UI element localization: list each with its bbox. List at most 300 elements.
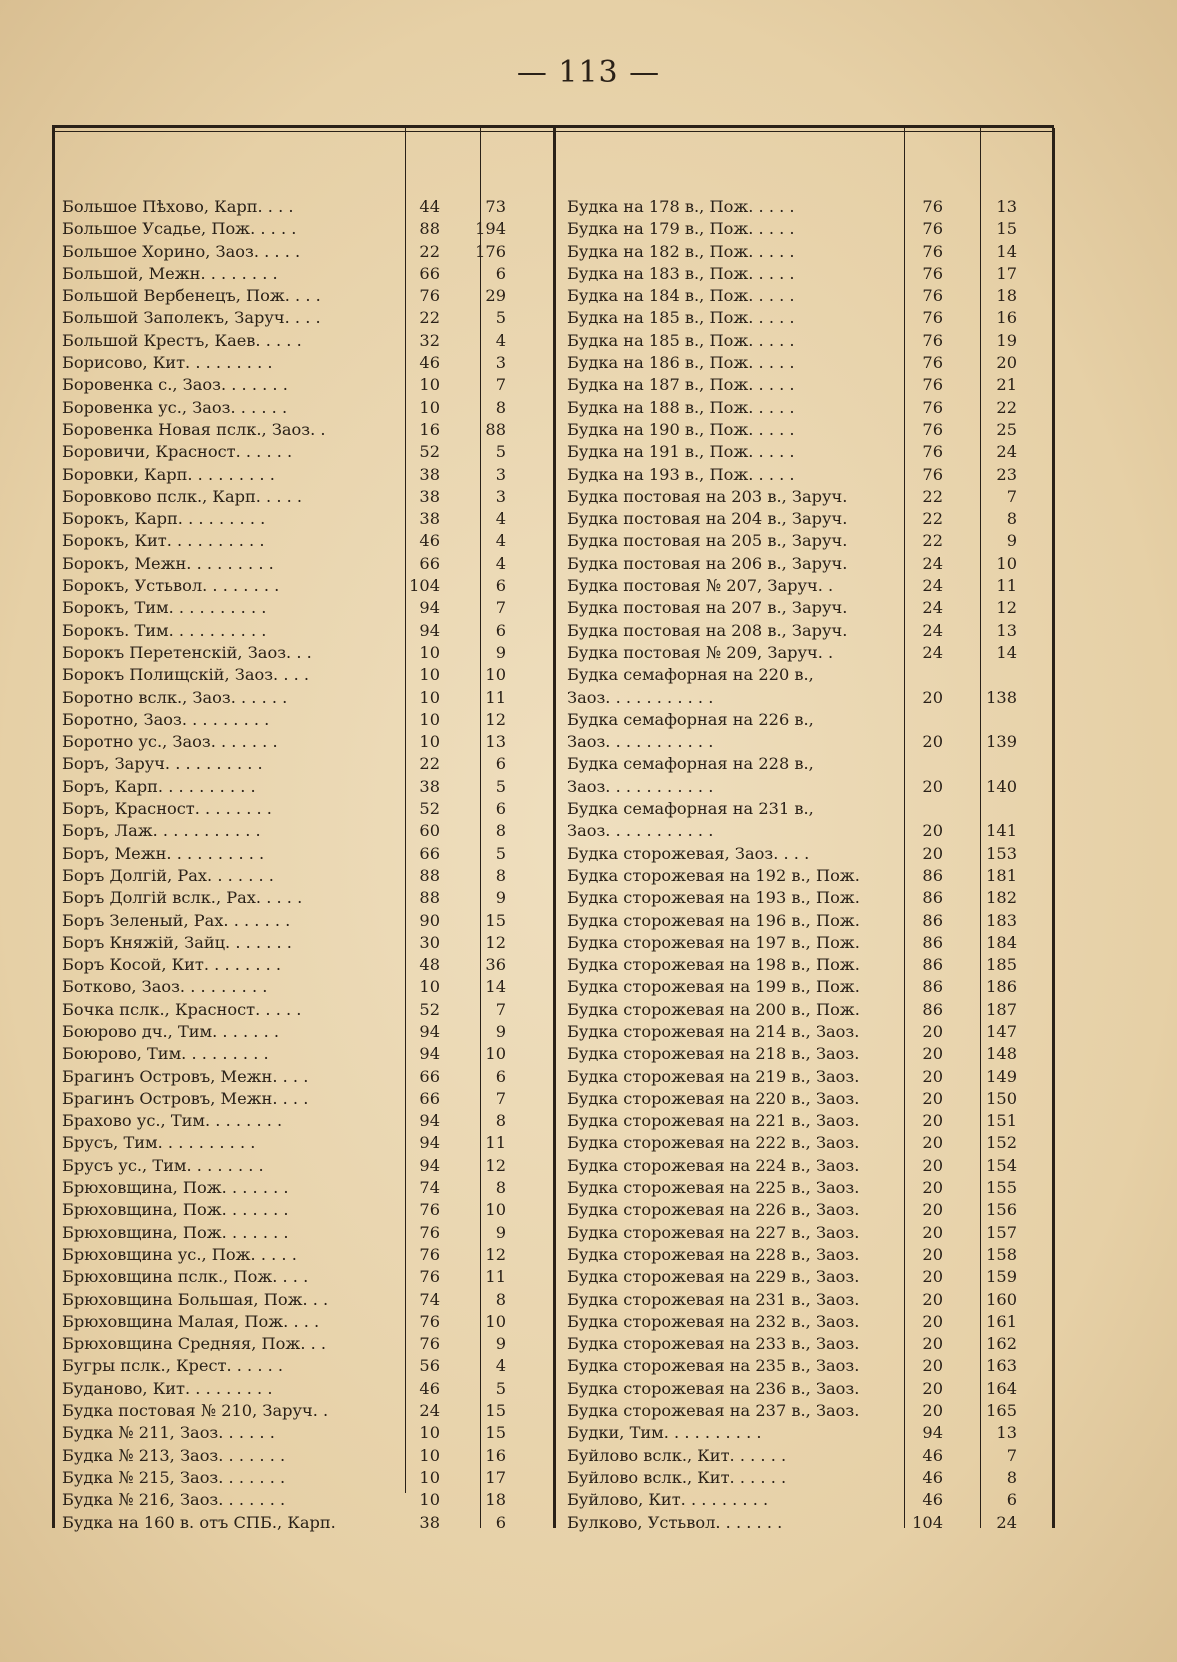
entry-name: Будка на 190 в., Пож. . . . . (567, 419, 795, 439)
entry-number-b: 13 (996, 1423, 1017, 1443)
entry-name: Будка сторожевая на 236 в., Заоз. (567, 1378, 860, 1398)
entry-number-b: 153 (986, 843, 1017, 863)
entry-number-a: 22 (922, 486, 943, 506)
entry-number-b: 150 (986, 1088, 1017, 1108)
entry-name: Будка на 182 в., Пож. . . . . (567, 241, 795, 261)
entry-number-a: 10 (419, 977, 440, 997)
entry-number-a: 20 (922, 1111, 943, 1131)
entry-name: Брюховщина, Пож. . . . . . . (62, 1222, 289, 1242)
entry-name: Большое Усадье, Пож. . . . . (62, 219, 297, 239)
entry-number-b: 6 (495, 620, 506, 640)
entry-number-a: 76 (922, 353, 943, 373)
entry-number-a: 76 (922, 219, 943, 239)
index-entry (58, 709, 506, 731)
entry-name: Будка на 186 в., Пож. . . . . (567, 353, 795, 373)
entry-name: Будка на 183 в., Пож. . . . . (567, 263, 795, 283)
entry-number-a: 52 (419, 799, 440, 819)
index-entry (563, 798, 1017, 820)
entry-name: Брюховщина, Пож. . . . . . . (62, 1200, 289, 1220)
index-entry (58, 820, 506, 842)
entry-number-a: 20 (922, 1155, 943, 1175)
index-entry (563, 976, 1017, 998)
entry-name: Будка сторожевая на 229 в., Заоз. (567, 1267, 860, 1287)
entry-number-a: 20 (922, 1222, 943, 1242)
index-entry (58, 1355, 506, 1377)
entry-number-b: 4 (495, 509, 506, 529)
entry-number-a: 56 (419, 1356, 440, 1376)
index-entry (58, 1445, 506, 1467)
left-border (52, 128, 55, 1528)
entry-number-b: 12 (485, 1244, 506, 1264)
index-entry (563, 263, 1017, 285)
entry-number-b (943, 664, 1017, 686)
entry-number-b: 8 (1006, 509, 1017, 529)
entry-name: Брюховщина пслк., Пож. . . . (62, 1267, 309, 1287)
entry-number-a: 66 (419, 263, 440, 283)
index-entry (58, 1378, 506, 1400)
index-entry (563, 1378, 1017, 1400)
index-entry (563, 1422, 1017, 1444)
entry-name: Брагинъ Островъ, Межн. . . . (62, 1088, 309, 1108)
entry-name: Будка постовая на 204 в., Заруч. (567, 509, 848, 529)
entry-number-a: 10 (419, 732, 440, 752)
entry-number-b: 4 (495, 553, 506, 573)
index-entry (563, 330, 1017, 352)
entry-number-a: 90 (419, 910, 440, 930)
entry-name: Боюрово, Тим. . . . . . . . . (62, 1044, 269, 1064)
entry-number-b: 158 (986, 1244, 1017, 1264)
entry-name: Боръ, Заруч. . . . . . . . . . (62, 754, 263, 774)
index-entry (563, 1333, 1017, 1355)
index-entry (58, 1266, 506, 1288)
entry-number-b: 13 (996, 620, 1017, 640)
entry-number-a: 20 (922, 1356, 943, 1376)
entry-name: Большое Хорино, Заоз. . . . . (62, 241, 301, 261)
entry-name: Будка постовая на 205 в., Заруч. (567, 531, 848, 551)
entry-number-b: 14 (996, 642, 1017, 662)
index-entry (563, 486, 1017, 508)
index-entry (58, 1110, 506, 1132)
index-entry (563, 1311, 1017, 1333)
entry-number-a: 24 (419, 1401, 440, 1421)
entry-number-b: 159 (986, 1267, 1017, 1287)
entry-number-a: 38 (419, 509, 440, 529)
entry-number-b: 19 (996, 330, 1017, 350)
entry-name: Будка на 178 в., Пож. . . . . (567, 197, 795, 216)
entry-number-a: 10 (419, 687, 440, 707)
entry-number-a: 10 (419, 1423, 440, 1443)
entry-number-a: 94 (419, 1155, 440, 1175)
entry-number-a: 86 (922, 999, 943, 1019)
entry-number-a: 104 (409, 576, 440, 596)
index-entry (58, 731, 506, 753)
entry-number-b: 160 (986, 1289, 1017, 1309)
entry-number-a: 20 (922, 1200, 943, 1220)
entry-number-b: 14 (996, 241, 1017, 261)
entry-name: Будка сторожевая на 218 в., Заоз. (567, 1044, 860, 1064)
entry-name: Будка сторожевая на 214 в., Заоз. (567, 1021, 860, 1041)
entry-name: Заоз. . . . . . . . . . . (567, 776, 714, 796)
entry-number-a: 76 (922, 375, 943, 395)
index-entry (58, 352, 506, 374)
entry-number-a: 20 (922, 1133, 943, 1153)
center-border (553, 128, 556, 1528)
entry-number-a: 76 (419, 286, 440, 306)
entry-number-a: 76 (922, 241, 943, 261)
entry-name: Боюрово дч., Тим. . . . . . . (62, 1021, 280, 1041)
index-entry (563, 776, 1017, 798)
entry-number-b: 8 (495, 1289, 506, 1309)
entry-number-b: 7 (1006, 486, 1017, 506)
entry-number-b: 139 (986, 732, 1017, 752)
entry-number-a (887, 709, 943, 731)
entry-number-a: 24 (922, 576, 943, 596)
index-entry (563, 218, 1017, 240)
index-entry (58, 910, 506, 932)
entry-number-b: 5 (495, 776, 506, 796)
entry-number-a: 20 (922, 1289, 943, 1309)
entry-number-a: 20 (922, 1021, 943, 1041)
index-entry (563, 352, 1017, 374)
entry-number-b: 161 (986, 1311, 1017, 1331)
entry-number-a: 76 (419, 1222, 440, 1242)
entry-number-a: 32 (419, 330, 440, 350)
index-entry (58, 1066, 506, 1088)
index-entry (563, 1222, 1017, 1244)
entry-number-a: 48 (419, 955, 440, 975)
index-entry (563, 1110, 1017, 1132)
index-entry (563, 1066, 1017, 1088)
entry-name: Боровенка с., Заоз. . . . . . . (62, 375, 288, 395)
entry-name: Будка сторожевая на 237 в., Заоз. (567, 1401, 860, 1421)
entry-name: Борокъ, Кит. . . . . . . . . . (62, 531, 265, 551)
index-entry (58, 575, 506, 597)
entry-number-a: 20 (922, 1178, 943, 1198)
entry-number-a: 38 (419, 464, 440, 484)
entry-number-a: 20 (922, 732, 943, 752)
entry-name: Боровки, Карп. . . . . . . . . (62, 464, 275, 484)
entry-number-b: 6 (495, 799, 506, 819)
index-entry (58, 753, 506, 775)
entry-number-b: 10 (485, 665, 506, 685)
entry-name: Будка семафорная на 226 в., (567, 709, 814, 729)
entry-number-a: 76 (922, 197, 943, 216)
entry-number-a: 66 (419, 553, 440, 573)
entry-name: Будка на 188 в., Пож. . . . . (567, 397, 795, 417)
entry-name: Брюховщина Малая, Пож. . . . (62, 1311, 320, 1331)
entry-number-b: 3 (495, 486, 506, 506)
entry-name: Борокъ, Межн. . . . . . . . . (62, 553, 274, 573)
entry-number-a: 46 (922, 1467, 943, 1487)
entry-name: Будка сторожевая на 193 в., Пож. (567, 888, 860, 908)
entry-name: Ботково, Заоз. . . . . . . . . (62, 977, 268, 997)
entry-number-b: 17 (996, 263, 1017, 283)
entry-number-b: 8 (1006, 1467, 1017, 1487)
index-entry (58, 1155, 506, 1177)
index-entry (58, 397, 506, 419)
entry-number-a: 94 (419, 1111, 440, 1131)
entry-number-b: 15 (485, 1423, 506, 1443)
entry-name: Будка постовая на 203 в., Заруч. (567, 486, 848, 506)
entry-name: Будка сторожевая на 232 в., Заоз. (567, 1311, 860, 1331)
entry-number-b: 6 (495, 576, 506, 596)
entry-name: Будка постовая на 206 в., Заруч. (567, 553, 848, 573)
entry-number-a: 66 (419, 843, 440, 863)
entry-number-b: 10 (485, 1044, 506, 1064)
entry-number-b: 24 (996, 442, 1017, 462)
entry-name: Борокъ, Тим. . . . . . . . . . (62, 598, 267, 618)
index-entry (58, 999, 506, 1021)
index-entry (58, 1088, 506, 1110)
entry-number-b: 4 (495, 531, 506, 551)
entry-number-b: 183 (986, 910, 1017, 930)
index-entry (58, 597, 506, 619)
index-entry (58, 330, 506, 352)
entry-number-a: 74 (419, 1178, 440, 1198)
entry-name: Брагинъ Островъ, Межн. . . . (62, 1066, 309, 1086)
entry-number-b: 3 (495, 464, 506, 484)
entry-number-a: 10 (419, 375, 440, 395)
entry-number-b: 7 (1006, 1445, 1017, 1465)
entry-number-a: 46 (419, 531, 440, 551)
entry-number-a: 76 (922, 286, 943, 306)
entry-name: Будка на 191 в., Пож. . . . . (567, 442, 795, 462)
entry-name: Будка сторожевая на 221 в., Заоз. (567, 1111, 860, 1131)
entry-number-b: 187 (986, 999, 1017, 1019)
index-entry (563, 1445, 1017, 1467)
entry-number-b: 12 (485, 709, 506, 729)
entry-name: Заоз. . . . . . . . . . . (567, 821, 714, 841)
index-entry (563, 642, 1017, 664)
entry-number-b: 9 (1006, 531, 1017, 551)
page-number: — 113 — (516, 55, 661, 90)
index-entry (563, 731, 1017, 753)
entry-number-b: 15 (485, 910, 506, 930)
index-entry (58, 798, 506, 820)
entry-number-a: 88 (419, 219, 440, 239)
index-entry (563, 820, 1017, 842)
entry-number-b: 154 (986, 1155, 1017, 1175)
entry-number-b: 15 (485, 1401, 506, 1421)
index-entry (563, 374, 1017, 396)
index-entry (563, 241, 1017, 263)
index-entry (58, 241, 506, 263)
index-entry (58, 1177, 506, 1199)
index-entry (563, 1289, 1017, 1311)
entry-number-a: 20 (922, 821, 943, 841)
entry-name: Будка сторожевая на 225 в., Заоз. (567, 1178, 860, 1198)
entry-name: Большой Заполекъ, Заруч. . . . (62, 308, 321, 328)
entry-number-a: 104 (912, 1512, 943, 1532)
entry-name: Брюховщина Средняя, Пож. . . (62, 1334, 327, 1354)
entry-name: Будка сторожевая на 220 в., Заоз. (567, 1088, 860, 1108)
entry-number-b: 7 (495, 1088, 506, 1108)
entry-number-a: 20 (922, 1044, 943, 1064)
entry-name: Борокъ Перетенскій, Заоз. . . (62, 642, 312, 662)
entry-name: Бугры пслк., Крест. . . . . . (62, 1356, 284, 1376)
entry-name: Будка сторожевая на 219 в., Заоз. (567, 1066, 860, 1086)
entry-number-a (887, 664, 943, 686)
entry-number-b: 13 (996, 197, 1017, 216)
entry-name: Боръ, Красност. . . . . . . . (62, 799, 272, 819)
entry-name: Борокъ, Карп. . . . . . . . . (62, 509, 266, 529)
index-entry (58, 508, 506, 530)
index-entry (58, 1311, 506, 1333)
entry-number-a (887, 753, 943, 775)
entry-number-b: 12 (485, 1155, 506, 1175)
entry-name: Будка № 211, Заоз. . . . . . (62, 1423, 275, 1443)
index-entry (58, 1289, 506, 1311)
entry-number-a: 94 (419, 1133, 440, 1153)
entry-number-a: 10 (419, 397, 440, 417)
entry-number-a: 44 (419, 197, 440, 216)
entry-name: Боръ, Лаж. . . . . . . . . . . (62, 821, 261, 841)
entry-number-a: 20 (922, 1311, 943, 1331)
entry-number-b: 165 (986, 1401, 1017, 1421)
index-entry (58, 553, 506, 575)
entry-number-a: 88 (419, 865, 440, 885)
entry-number-b: 181 (986, 865, 1017, 885)
entry-number-b: 9 (495, 642, 506, 662)
entry-name: Будка сторожевая на 227 в., Заоз. (567, 1222, 860, 1242)
entry-number-a: 20 (922, 776, 943, 796)
entry-name: Боръ Косой, Кит. . . . . . . . (62, 955, 282, 975)
index-entry (563, 1467, 1017, 1489)
entry-name: Будка на 185 в., Пож. . . . . (567, 330, 795, 350)
entry-name: Борокъ, Устьвол. . . . . . . . (62, 576, 280, 596)
entry-number-b: 11 (485, 687, 506, 707)
entry-name: Будка на 185 в., Пож. . . . . (567, 308, 795, 328)
entry-number-b: 162 (986, 1334, 1017, 1354)
entry-number-b: 194 (475, 219, 506, 239)
entry-number-b: 22 (996, 397, 1017, 417)
index-entry (58, 464, 506, 486)
entry-number-a: 66 (419, 1088, 440, 1108)
index-entry (58, 1021, 506, 1043)
entry-number-a: 88 (419, 888, 440, 908)
entry-number-b: 6 (495, 1066, 506, 1086)
entry-name: Будка сторожевая на 200 в., Пож. (567, 999, 860, 1019)
entry-number-a: 20 (922, 843, 943, 863)
entry-name: Будки, Тим. . . . . . . . . . (567, 1423, 762, 1443)
entry-name: Будка № 213, Заоз. . . . . . . (62, 1445, 286, 1465)
index-entry (58, 776, 506, 798)
index-entry (563, 575, 1017, 597)
entry-name: Будка постовая № 210, Заруч. . (62, 1401, 329, 1421)
entry-number-b: 4 (495, 330, 506, 350)
index-entry (563, 1177, 1017, 1199)
index-entry (58, 374, 506, 396)
entry-number-a: 86 (922, 932, 943, 952)
entry-number-b: 11 (996, 576, 1017, 596)
index-entry (563, 597, 1017, 619)
entry-name: Буйлово, Кит. . . . . . . . . (567, 1490, 769, 1510)
entry-number-a: 76 (922, 464, 943, 484)
entry-number-a: 24 (922, 620, 943, 640)
index-entry (563, 1355, 1017, 1377)
entry-number-b: 23 (996, 464, 1017, 484)
entry-number-b: 149 (986, 1066, 1017, 1086)
entry-number-a: 20 (922, 1378, 943, 1398)
entry-number-b: 6 (1006, 1490, 1017, 1510)
entry-number-b: 88 (485, 419, 506, 439)
entry-number-a: 30 (419, 932, 440, 952)
index-entry (58, 865, 506, 887)
entry-name: Боръ, Межн. . . . . . . . . . (62, 843, 265, 863)
index-entry (563, 620, 1017, 642)
index-entry (563, 1155, 1017, 1177)
entry-number-a: 86 (922, 865, 943, 885)
entry-number-a: 66 (419, 1066, 440, 1086)
entry-number-b: 155 (986, 1178, 1017, 1198)
index-entry (58, 1489, 506, 1511)
entry-number-b: 12 (996, 598, 1017, 618)
entry-number-a: 22 (922, 531, 943, 551)
entry-number-a: 20 (922, 1267, 943, 1287)
entry-number-b: 6 (495, 754, 506, 774)
entry-name: Брюховщина ус., Пож. . . . . (62, 1244, 297, 1264)
entry-number-b: 12 (485, 932, 506, 952)
entry-number-b: 18 (996, 286, 1017, 306)
entry-name: Будка сторожевая на 198 в., Пож. (567, 955, 860, 975)
entry-name: Брюховщина, Пож. . . . . . . (62, 1178, 289, 1198)
entry-name: Боръ, Карп. . . . . . . . . . (62, 776, 256, 796)
index-entry (58, 932, 506, 954)
entry-number-a: 76 (922, 419, 943, 439)
entry-name: Боръ Долгій вслк., Рах. . . . . (62, 888, 303, 908)
entry-name: Большой Вербенецъ, Пож. . . . (62, 286, 321, 306)
index-entry (58, 530, 506, 552)
entry-number-b: 182 (986, 888, 1017, 908)
entry-number-b: 7 (495, 598, 506, 618)
entry-number-a: 38 (419, 486, 440, 506)
entry-name: Боротно ус., Заоз. . . . . . . (62, 732, 278, 752)
entry-name: Боровково пслк., Карп. . . . . (62, 486, 303, 506)
entry-number-a: 10 (419, 1445, 440, 1465)
entry-number-b: 21 (996, 375, 1017, 395)
entry-name: Будка семафорная на 228 в., (567, 754, 814, 774)
entry-name: Будка сторожевая на 228 в., Заоз. (567, 1244, 860, 1264)
entry-number-b: 14 (485, 977, 506, 997)
entry-number-a: 38 (419, 1512, 440, 1532)
entry-number-a: 76 (419, 1311, 440, 1331)
entry-number-b: 157 (986, 1222, 1017, 1242)
index-entry (58, 285, 506, 307)
entry-number-a: 20 (922, 687, 943, 707)
entry-number-b: 186 (986, 977, 1017, 997)
entry-number-a: 86 (922, 888, 943, 908)
entry-number-a: 76 (922, 397, 943, 417)
index-entry (563, 932, 1017, 954)
index-entry (58, 196, 506, 218)
entry-number-a: 10 (419, 709, 440, 729)
entry-number-b: 138 (986, 687, 1017, 707)
entry-number-b: 141 (986, 821, 1017, 841)
entry-name: Будка постовая на 207 в., Заруч. (567, 598, 848, 618)
entry-number-a: 10 (419, 1467, 440, 1487)
entry-name: Боротно вслк., Заоз. . . . . . (62, 687, 288, 707)
entry-name: Будка сторожевая на 235 в., Заоз. (567, 1356, 860, 1376)
entry-number-a (887, 798, 943, 820)
entry-name: Брусъ ус., Тим. . . . . . . . (62, 1155, 264, 1175)
entry-number-a: 94 (419, 1021, 440, 1041)
entry-number-b: 8 (495, 1178, 506, 1198)
index-entry (563, 1266, 1017, 1288)
index-entry (563, 709, 1017, 731)
entry-number-b: 6 (495, 263, 506, 283)
entry-number-b: 9 (495, 1334, 506, 1354)
entry-number-a: 76 (419, 1334, 440, 1354)
